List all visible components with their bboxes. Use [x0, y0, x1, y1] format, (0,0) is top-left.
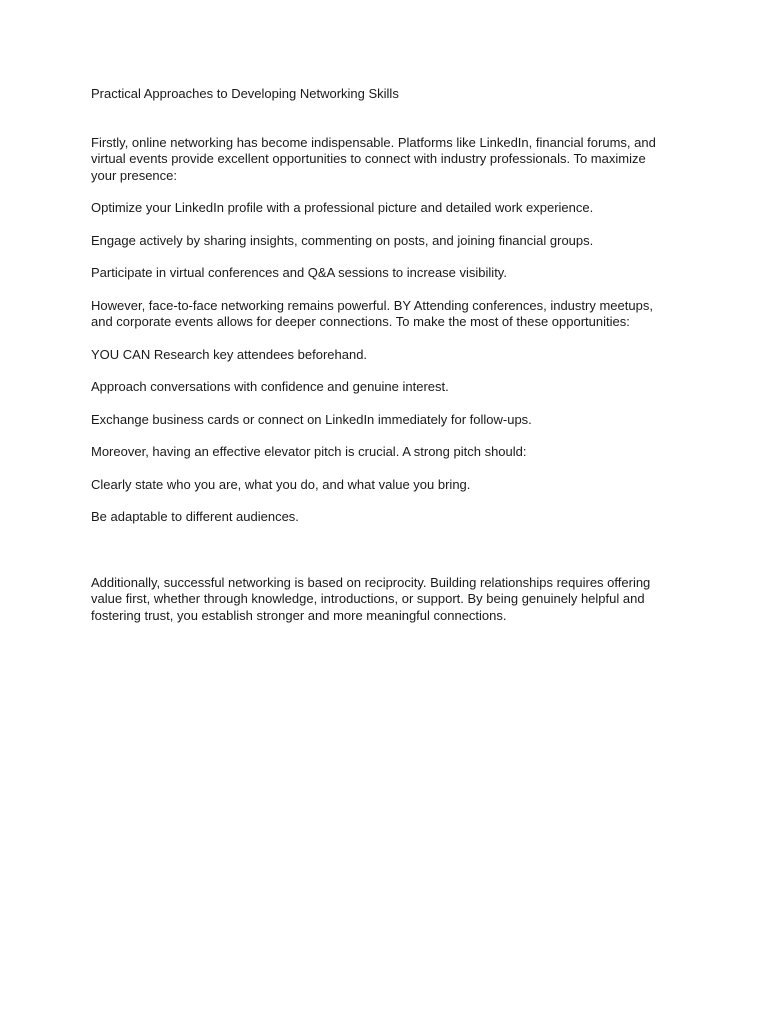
paragraph-adaptable: Be adaptable to different audiences.	[91, 509, 299, 524]
paragraph-online-networking: Firstly, online networking has become indispensable. Platforms like LinkedIn, financial forums, and virtual events provide excellent opportunities to connect with industry professionals. To maximize your presence:	[91, 134, 656, 183]
paragraph-elevator-pitch: Moreover, having an effective elevator pitch is crucial. A strong pitch should:	[91, 444, 527, 459]
paragraph-exchange-cards: Exchange business cards or connect on LinkedIn immediately for follow-ups.	[91, 411, 532, 427]
paragraph-state-value: Clearly state who you are, what you do, and what value you bring.	[91, 476, 471, 492]
document-body	[91, 86, 671, 640]
paragraph-virtual-conferences: Participate in virtual conferences and Q&A sessions to increase visibility.	[91, 265, 507, 280]
paragraph-face-to-face: However, face-to-face networking remains powerful. BY Attending conferences, industry meetups, and corporate events allows for deeper connections. To make the most of these opportunities:	[91, 297, 653, 329]
paragraph-reciprocity: Additionally, successful networking is based on reciprocity. Building relationships requires offering value first, whether through knowledge, introductions, or support. By being genuinely helpful and fostering trust, you establish stronger and more meaningful connections.	[91, 574, 651, 623]
paragraph-engage-actively: Engage actively by sharing insights, commenting on posts, and joining financial groups.	[91, 232, 594, 248]
paragraph-approach-conversations: Approach conversations with confidence and genuine interest.	[91, 379, 449, 394]
document-title: Practical Approaches to Developing Networking Skills	[91, 86, 399, 101]
paragraph-research-attendees: YOU CAN Research key attendees beforehand.	[91, 346, 368, 362]
paragraph-optimize-profile: Optimize your LinkedIn profile with a professional picture and detailed work experience.	[91, 200, 594, 215]
